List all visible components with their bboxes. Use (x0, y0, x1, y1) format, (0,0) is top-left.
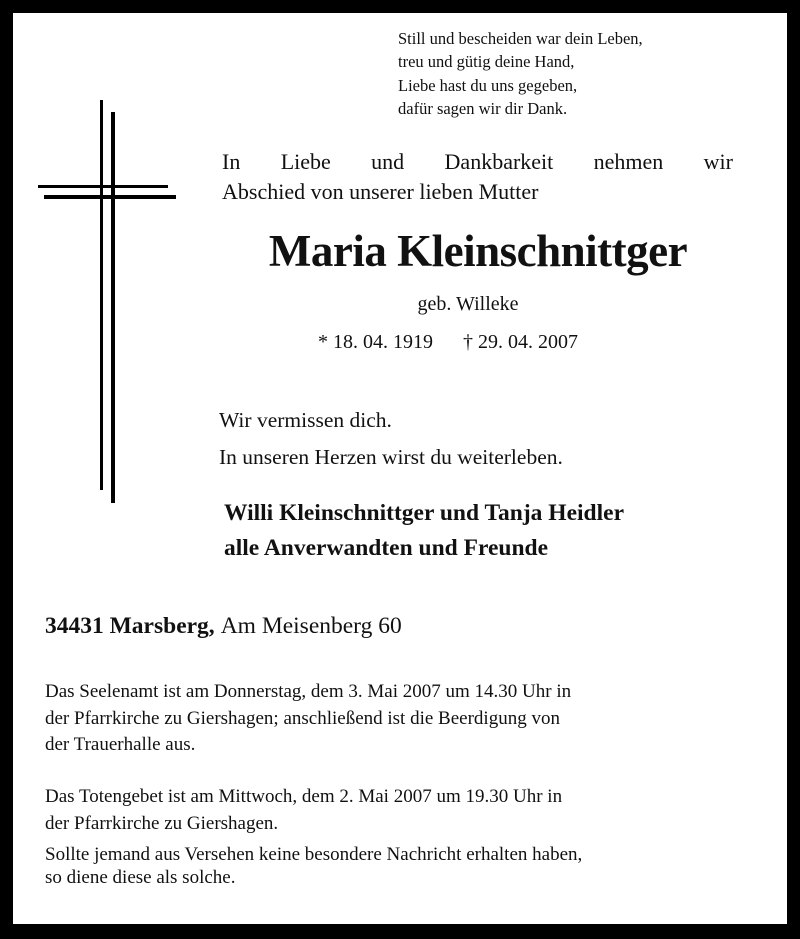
poem (398, 27, 643, 120)
intro-line: Abschied von unserer lieben Mutter (222, 179, 539, 204)
text-line: so diene diese als solche. (45, 866, 236, 888)
notice-disclaimer (45, 844, 582, 889)
text-line: der Pfarrkirche zu Giershagen; anschließend ist die Beerdigung von (45, 707, 560, 729)
text-line: Sollte jemand aus Versehen keine besondere Nachricht erhalten haben, (45, 844, 583, 865)
text-line: Das Seelenamt ist am Donnerstag, dem 3. Mai 2007 um 14.30 Uhr in (45, 681, 572, 702)
prayer-info (45, 784, 562, 837)
death-date: † 29. 04. 2007 (463, 331, 578, 353)
birth-date: * 18. 04. 1919 (318, 331, 433, 353)
poem-line: Liebe hast du uns gegeben, (398, 75, 578, 95)
deceased-name: Maria Kleinschnittger (268, 226, 688, 276)
mourner-line: Willi Kleinschnittger und Tanja Heidler (224, 500, 625, 526)
remembrance-line: In unseren Herzen wirst du weiterleben. (219, 445, 563, 469)
text-line: Das Totengebet ist am Mittwoch, dem 2. Mai 2007 um 19.30 Uhr in (45, 786, 563, 807)
text-line: der Trauerhalle aus. (45, 734, 196, 755)
funeral-mass-info (45, 679, 571, 759)
poem-line: dafür sagen wir dir Dank. (398, 98, 568, 118)
poem-line: Still und bescheiden war dein Leben, (398, 29, 643, 48)
intro-line: In Liebe und Dankbarkeit nehmen wir (222, 149, 733, 174)
mourner-line: alle Anverwandten und Freunde (224, 535, 549, 561)
poem-line: treu und gütig deine Hand, (398, 52, 575, 72)
life-dates (318, 331, 608, 354)
address (45, 613, 402, 640)
address-city: 34431 Marsberg, (45, 613, 215, 639)
intro-text (222, 147, 733, 207)
remembrance-line: Wir vermissen dich. (219, 408, 392, 432)
remembrance-text (219, 402, 563, 476)
address-street: Am Meisenberg 60 (220, 613, 402, 639)
maiden-name: geb. Willeke (417, 293, 519, 315)
mourners (224, 496, 624, 566)
text-line: der Pfarrkirche zu Giershagen. (45, 812, 279, 834)
